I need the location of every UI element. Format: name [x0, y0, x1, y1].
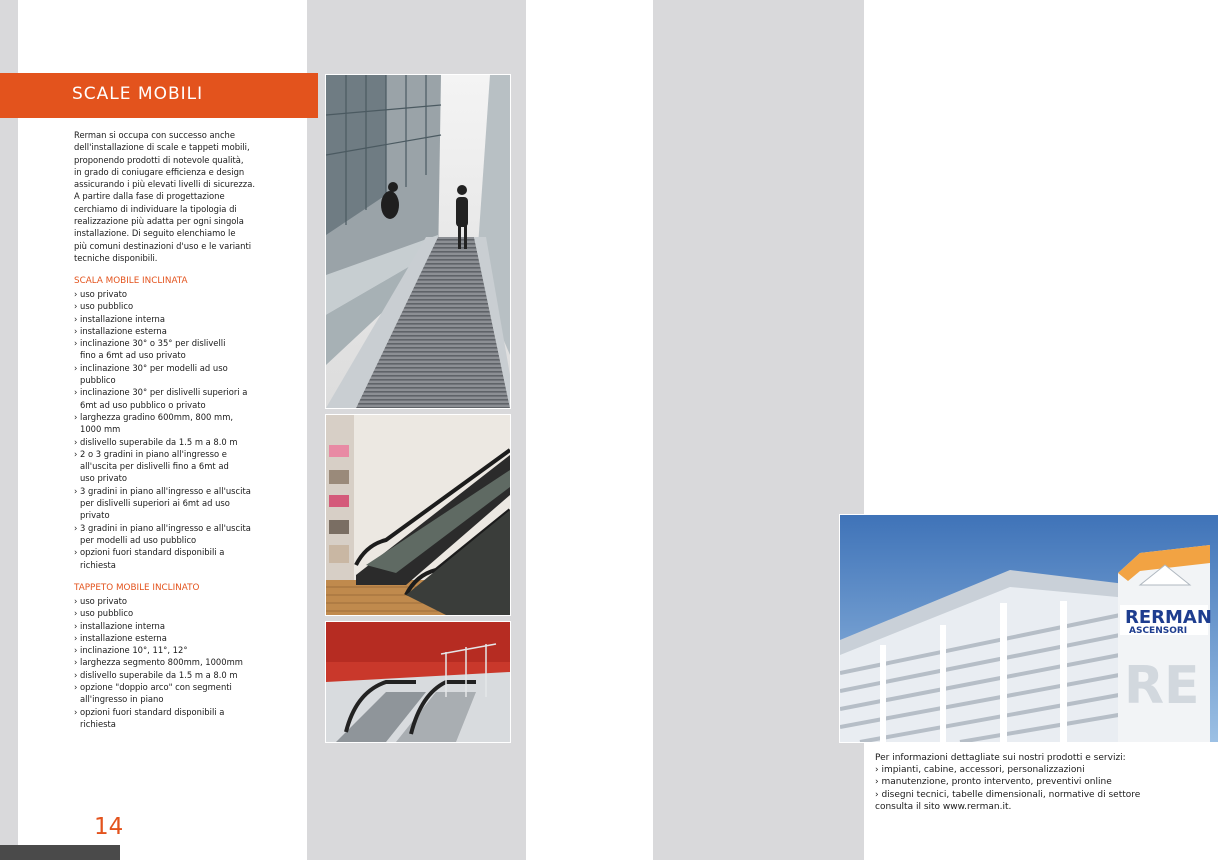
list-item: › uso privato	[74, 595, 264, 607]
list-item: › 3 gradini in piano all'ingresso e all'uscita per modelli ad uso pubblico	[74, 522, 252, 547]
list-item: › 3 gradini in piano all'ingresso e all'uscita per dislivelli superiori ai 6mt ad uso privato	[74, 485, 252, 522]
list-item: › larghezza segmento 800mm, 1000mm	[74, 656, 264, 668]
scala-mobile-list	[74, 288, 264, 571]
list-item: › 2 o 3 gradini in piano all'ingresso e all'uscita per dislivelli fino a 6mt ad uso privato	[74, 448, 242, 485]
list-item: › inclinazione 30° o 35° per dislivelli fino a 6mt ad uso privato	[74, 337, 235, 362]
intro-line: in grado di coniugare efficienza e design	[74, 166, 245, 177]
page-title: SCALE MOBILI	[72, 84, 204, 104]
tappeto-mobile-list	[74, 595, 264, 730]
escalator-photo	[325, 414, 511, 616]
contact-intro: Per informazioni dettagliate sui nostri prodotti e servizi:	[875, 753, 1126, 763]
list-item: › dislivello superabile da 1.5 m a 8.0 m	[74, 669, 264, 681]
contact-item: › disegni tecnici, tabelle dimensionali, normative di settore	[875, 789, 1205, 801]
contact-closing: consulta il sito www.rerman.it.	[875, 801, 1012, 812]
contact-item: › impianti, cabine, accessori, personalizzazioni	[875, 764, 1205, 776]
list-item: › uso privato	[74, 288, 264, 300]
sign-subtitle: ASCENSORI	[1129, 626, 1188, 636]
list-item: › larghezza gradino 600mm, 800 mm, 1000 mm	[74, 411, 240, 436]
sign-brand: RERMAN	[1125, 607, 1212, 628]
intro-paragraph	[74, 129, 264, 264]
intro-line: installazione. Di seguito elenchiamo le	[74, 228, 236, 239]
list-item: › uso pubblico	[74, 300, 264, 312]
tappeto-mobile-heading: TAPPETO MOBILE INCLINATO	[74, 583, 200, 593]
list-item: › inclinazione 10°, 11°, 12°	[74, 644, 264, 656]
list-item: › opzioni fuori standard disponibili a richiesta	[74, 546, 230, 571]
list-item: › inclinazione 30° per modelli ad uso pubblico	[74, 362, 240, 387]
intro-line: cerchiamo di individuare la tipologia di	[74, 203, 237, 214]
list-item: › installazione esterna	[74, 632, 264, 644]
red-escalator-photo	[325, 621, 511, 743]
contact-item: › manutenzione, pronto intervento, preventivi online	[875, 776, 1205, 788]
contact-info	[875, 752, 1205, 813]
list-item: › installazione interna	[74, 313, 264, 325]
list-item: › uso pubblico	[74, 607, 264, 619]
list-item: › opzione "doppio arco" con segmenti all'ingresso in piano	[74, 681, 245, 706]
footer-bar	[0, 845, 120, 860]
travelator-photo	[325, 74, 511, 409]
intro-line: più comuni destinazioni d'uso e le varianti	[74, 240, 252, 251]
svg-text:RE: RE	[1124, 656, 1200, 716]
gray-column-2	[653, 0, 864, 860]
intro-line: Rerman si occupa con successo anche	[74, 130, 236, 140]
intro-line: A partire dalla fase di progettazione	[74, 191, 225, 202]
list-item: › installazione interna	[74, 620, 264, 632]
list-item: › installazione esterna	[74, 325, 264, 337]
intro-line: assicurando i più elevati livelli di sicurezza.	[74, 179, 255, 190]
intro-line: realizzazione più adatta per ogni singola	[74, 216, 244, 227]
rerman-building-photo	[839, 514, 1218, 743]
intro-line: dell'installazione di scale e tappeti mobili,	[74, 142, 250, 153]
page-number: 14	[94, 814, 124, 840]
list-item: › dislivello superabile da 1.5 m a 8.0 m	[74, 436, 264, 448]
list-item: › opzioni fuori standard disponibili a richiesta	[74, 706, 230, 731]
left-margin-band	[0, 0, 18, 860]
scala-mobile-heading: SCALA MOBILE INCLINATA	[74, 276, 188, 286]
intro-line: tecniche disponibili.	[74, 252, 158, 263]
contact-list	[875, 764, 1205, 801]
intro-line: proponendo prodotti di notevole qualità,	[74, 154, 244, 165]
list-item: › inclinazione 30° per dislivelli superiori a 6mt ad uso pubblico o privato	[74, 386, 250, 411]
